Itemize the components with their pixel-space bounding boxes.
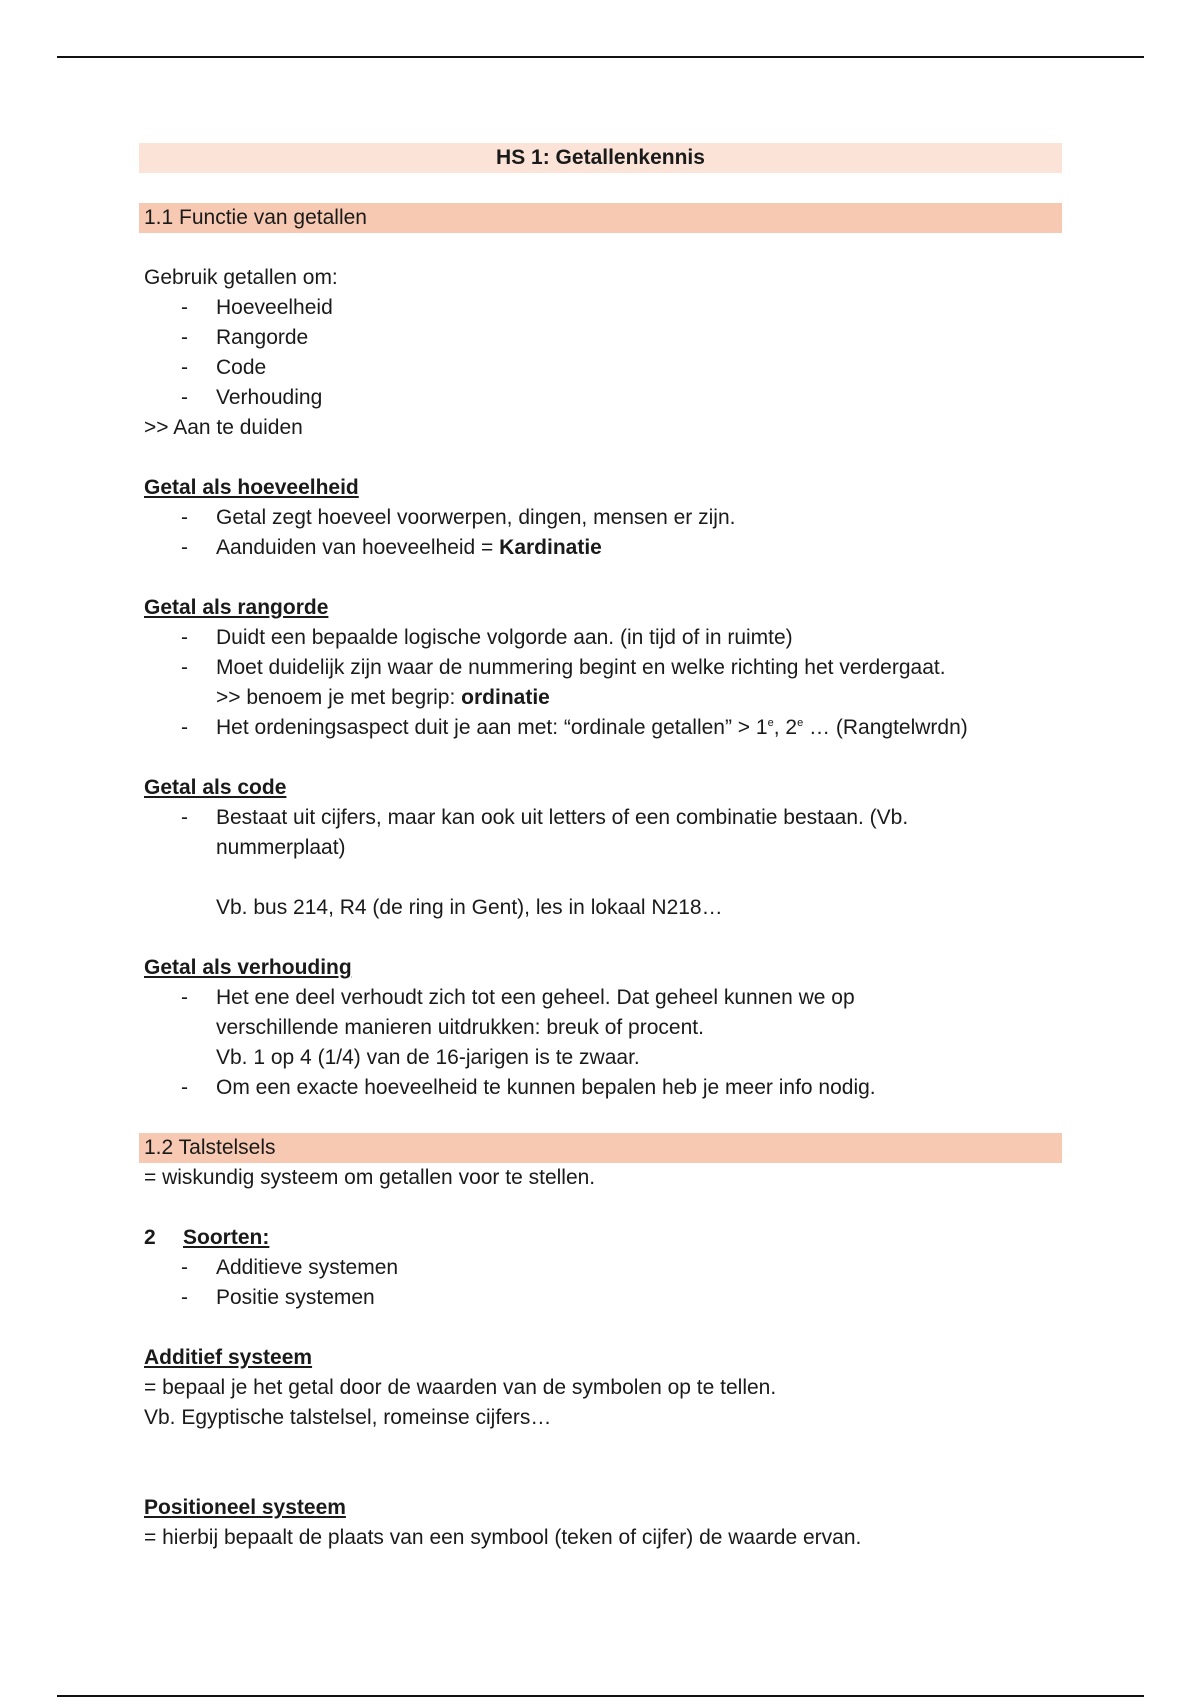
document-body: [139, 143, 1062, 1553]
rangorde-list: [139, 623, 1062, 743]
heading-verhouding: Getal als verhouding: [144, 956, 352, 979]
list-item-text: - Het ene deel verhoudt zich tot een geheel. Dat geheel kunnen we op: [216, 986, 855, 1009]
list-item: [139, 653, 1062, 713]
spacer: [139, 443, 1062, 473]
list-item-text: Het ordeningsaspect duit je aan met: “ordinale getallen” > 1: [216, 716, 768, 739]
uses-list: [139, 293, 1062, 413]
list-item: - Duidt een bepaalde logische volgorde aan. (in tijd of in ruimte): [139, 623, 1062, 653]
hoeveelheid-list: [139, 503, 1062, 563]
footer-rule: [57, 1695, 1144, 1697]
list-item: - Additieve systemen: [139, 1253, 1062, 1283]
list-item-text: Aanduiden van hoeveelheid =: [216, 536, 500, 559]
heading-additief: Additief systeem: [144, 1346, 313, 1369]
list-item-text: - Moet duidelijk zijn waar de nummering begint en welke richting het verdergaat.: [216, 656, 946, 679]
heading-hoeveelheid: Getal als hoeveelheid: [144, 476, 359, 499]
list-item: - Positie systemen: [139, 1283, 1062, 1313]
section-heading-1-2: 1.2 Talstelsels: [139, 1133, 1062, 1163]
list-item: [139, 803, 1062, 863]
spacer: [139, 173, 1062, 203]
chapter-title: HS 1: Getallenkennis: [139, 143, 1062, 173]
list-item: [139, 713, 1062, 743]
heading-positioneel: Positioneel systeem: [144, 1496, 346, 1519]
list-item-continuation: Vb. 1 op 4 (1/4) van de 16-jarigen is te zwaar.: [216, 1046, 640, 1069]
list-item: [139, 533, 1062, 563]
section-heading-1-1: 1.1 Functie van getallen: [139, 203, 1062, 233]
list-item-continuation: [216, 683, 1062, 713]
uses-intro: Gebruik getallen om:: [144, 266, 338, 289]
spacer: [139, 1103, 1062, 1133]
list-item-text: , 2: [773, 716, 798, 739]
verhouding-list: [139, 983, 1062, 1103]
list-item: - Getal zegt hoeveel voorwerpen, dingen, mensen er zijn.: [139, 503, 1062, 533]
list-item: - Rangorde: [139, 323, 1062, 353]
additief-definition: = bepaal je het getal door de waarden van de symbolen op te tellen.: [144, 1376, 777, 1399]
spacer: [139, 923, 1062, 953]
kinds-label: Soorten:: [183, 1226, 270, 1249]
additief-example: Vb. Egyptische talstelsel, romeinse cijfers…: [144, 1406, 552, 1429]
list-item-text: - Bestaat uit cijfers, maar kan ook uit letters of een combinatie bestaan. (Vb.: [216, 806, 909, 829]
list-item-text: … (Rangtelwrdn): [803, 716, 968, 739]
list-item: - Verhouding: [139, 383, 1062, 413]
spacer: [139, 1433, 1062, 1463]
code-list: [139, 803, 1062, 863]
positioneel-definition: = hierbij bepaalt de plaats van een symbool (teken of cijfer) de waarde ervan.: [144, 1526, 862, 1549]
kinds-number: 2: [144, 1226, 156, 1249]
list-item: [139, 983, 1062, 1073]
list-item-continuation: nummerplaat): [216, 836, 346, 859]
term-kardinatie: Kardinatie: [499, 536, 602, 559]
kinds-list: [139, 1253, 1062, 1313]
spacer: [139, 743, 1062, 773]
list-item-continuation: verschillende manieren uitdrukken: breuk of procent.: [216, 1016, 704, 1039]
list-item: - Code: [139, 353, 1062, 383]
header-rule: [57, 56, 1144, 58]
spacer: [139, 1313, 1062, 1343]
kinds-heading: [139, 1223, 1062, 1253]
uses-note: >> Aan te duiden: [144, 416, 303, 439]
talstelsel-definition: = wiskundig systeem om getallen voor te stellen.: [144, 1166, 596, 1189]
heading-rangorde: Getal als rangorde: [144, 596, 329, 619]
list-item: - Om een exacte hoeveelheid te kunnen bepalen heb je meer info nodig.: [139, 1073, 1062, 1103]
superscript: e: [797, 717, 804, 729]
superscript: e: [767, 717, 774, 729]
term-ordinatie: ordinatie: [461, 686, 550, 709]
spacer: [139, 1193, 1062, 1223]
spacer: [139, 563, 1062, 593]
heading-code: Getal als code: [144, 776, 287, 799]
spacer: [139, 233, 1062, 263]
spacer: [139, 863, 1062, 893]
spacer: [139, 1463, 1062, 1493]
list-item: - Hoeveelheid: [139, 293, 1062, 323]
code-example: Vb. bus 214, R4 (de ring in Gent), les in lokaal N218…: [216, 896, 723, 919]
continuation-text: >> benoem je met begrip:: [216, 686, 462, 709]
